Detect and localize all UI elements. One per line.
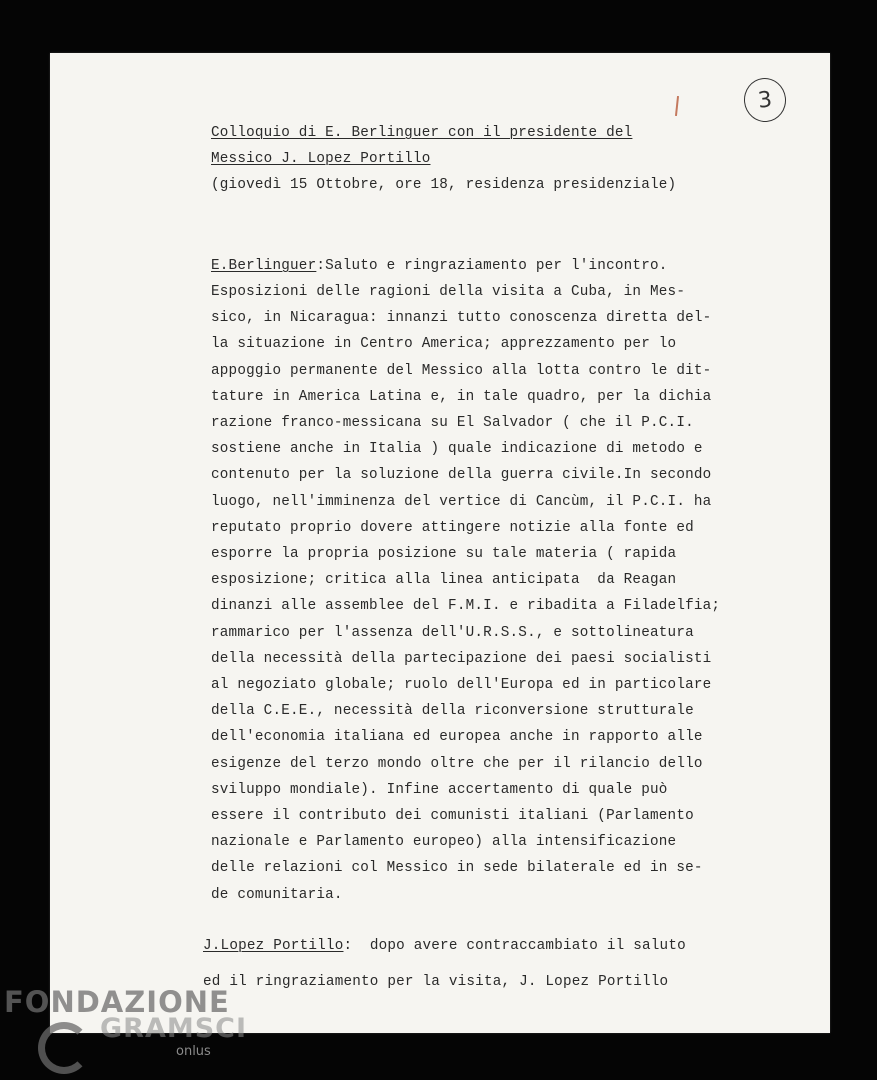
berlinguer-line-6: razione franco-messicana su El Salvador ( che il P.C.I. [211, 415, 694, 431]
berlinguer-line-18: dell'economia italiana ed europea anche in rapporto alle [211, 729, 703, 746]
speaker-berlinguer: E.Berlinguer [211, 258, 317, 274]
berlinguer-first-line: :Saluto e ringraziamento per l'incontro. [316, 258, 668, 274]
title-line-1: Colloquio di E. Berlinguer con il presidente del [211, 125, 633, 141]
watermark-onlus: onlus [176, 1044, 211, 1059]
title-line-2: Messico J. Lopez Portillo [211, 151, 431, 167]
berlinguer-line-5: tature in America Latina e, in tale quadro, per la dichia [211, 388, 712, 405]
berlinguer-line-17: della C.E.E., necessità della riconversione strutturale [211, 703, 694, 720]
berlinguer-line-9: luogo, nell'imminenza del vertice di Cancùm, il P.C.I. ha [211, 493, 712, 510]
page-number: 3 [742, 76, 788, 124]
berlinguer-line-1: Esposizioni delle ragioni della visita a Cuba, in Mes- [211, 284, 686, 300]
berlinguer-line-24: de comunitaria. [211, 886, 343, 903]
berlinguer-line-20: sviluppo mondiale). Infine accertamento di quale può [211, 781, 668, 798]
berlinguer-line-21: essere il contributo dei comunisti italiani (Parlamento [211, 808, 694, 824]
portillo-line-1: ed il ringraziamento per la visita, J. Lopez Portillo [203, 974, 669, 990]
berlinguer-line-10: reputato proprio dovere attingere notizie alla fonte ed [211, 519, 694, 536]
document-page [50, 53, 830, 1033]
berlinguer-line-16: al negoziato globale; ruolo dell'Europa ed in particolare [211, 677, 712, 693]
berlinguer-line-2: sico, in Nicaragua: innanzi tutto conoscenza diretta del- [211, 310, 712, 327]
portillo-line-0 [203, 938, 686, 954]
berlinguer-line-4: appoggio permanente del Messico alla lotta contro le dit- [211, 362, 712, 379]
speaker-portillo: J.Lopez Portillo [203, 938, 344, 954]
berlinguer-line-8: contenuto per la soluzione della guerra civile.In secondo [211, 467, 712, 484]
date-line: (giovedì 15 Ottobre, ore 18, residenza presidenziale) [211, 177, 677, 193]
berlinguer-line-19: esigenze del terzo mondo oltre che per il rilancio dello [211, 755, 703, 772]
gramsci-logo-icon [38, 1022, 90, 1074]
berlinguer-line-3: la situazione in Centro America; apprezzamento per lo [211, 336, 677, 353]
berlinguer-line-13: dinanzi alle assemblee del F.M.I. e ribadita a Filadelfia; [211, 598, 721, 615]
berlinguer-line-14: rammarico per l'assenza dell'U.R.S.S., e sottolineatura [211, 624, 694, 641]
berlinguer-line-23: delle relazioni col Messico in sede bilaterale ed in se- [211, 860, 703, 877]
berlinguer-line-11: esporre la propria posizione su tale materia ( rapida [211, 546, 677, 562]
portillo-first-line: : dopo avere contraccambiato il saluto [343, 938, 686, 954]
berlinguer-line-7: sostiene anche in Italia ) quale indicazione di metodo e [211, 441, 703, 458]
berlinguer-line-0 [211, 258, 668, 274]
berlinguer-line-12: esposizione; critica alla linea anticipata da Reagan [211, 572, 677, 589]
watermark-fondazione: FONDAZIONE [4, 985, 230, 1019]
berlinguer-line-22: nazionale e Parlamento europeo) alla intensificazione [211, 834, 677, 851]
watermark-gramsci: GRAMSCI [100, 1013, 248, 1044]
berlinguer-line-15: della necessità della partecipazione dei paesi socialisti [211, 650, 712, 667]
